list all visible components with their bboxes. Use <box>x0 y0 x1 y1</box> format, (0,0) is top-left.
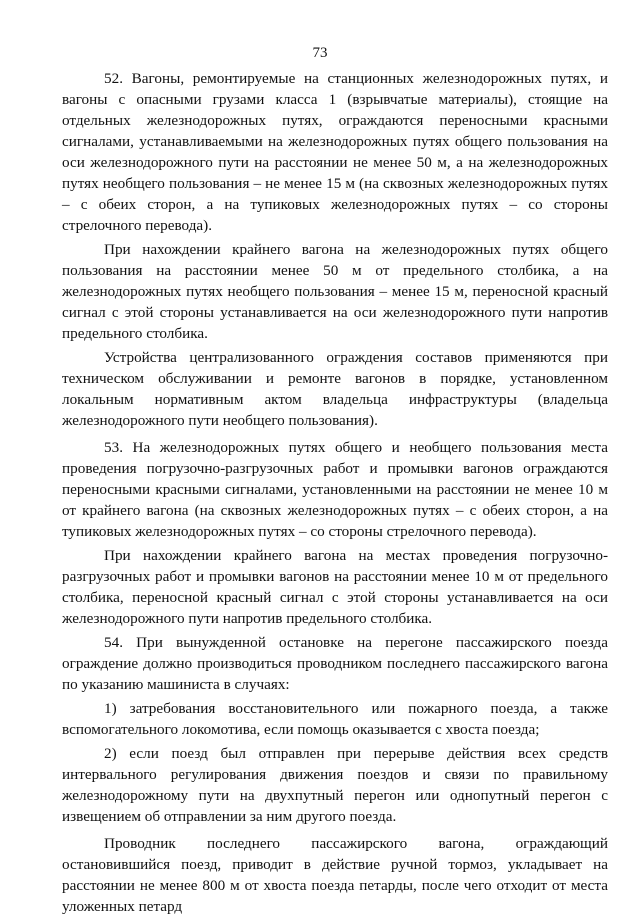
paragraph-54: 54. При вынужденной остановке на перегоне пассажирского поезда ограждение должно производиться проводником последнего пассажирского вагона по указанию машиниста в случаях: <box>62 634 608 693</box>
paragraph-conductor: Проводник последнего пассажирского вагона, ограждающий остановившийся поезд, приводит в действие ручной тормоз, укладывает на расстоянии не менее 800 м от хвоста поезда петарды, после чего отходит от места уложенных петард <box>62 835 608 915</box>
document-body <box>62 68 608 917</box>
paragraph-52-extreme-wagon: При нахождении крайнего вагона на железнодорожных путях общего пользования на расстоянии менее 50 м от предельного столбика, а на железнодорожных путях необщего пользования – менее 15 м, переносной красный сигнал с этой стороны устанавливается на оси железнодорожного пути напротив предельного столбика. <box>62 241 608 342</box>
paragraph-52: 52. Вагоны, ремонтируемые на станционных железнодорожных путях, и вагоны с опасными грузами класса 1 (взрывчатые материалы), стоящие на отдельных железнодорожных путях, ограждаются переносными красными сигналами, устанавливаемыми на железнодорожных путях общего пользования на оси железнодорожного пути на расстоянии не менее 50 м, а на железнодорожных путях необщего пользования – не менее 15 м (на сквозных железнодорожных путях – с обеих сторон, а на тупиковых железнодорожных путях – со стороны стрелочного перевода). <box>62 70 608 234</box>
paragraph-53: 53. На железнодорожных путях общего и необщего пользования места проведения погрузочно-разгрузочных работ и промывки вагонов ограждаются переносными красными сигналами, установленными на расстоянии не менее 10 м от крайнего вагона (на сквозных железнодорожных путях – с обеих сторон, а на тупиковых железнодорожных путях – со стороны стрелочного перевода). <box>62 439 608 540</box>
page-number: 73 <box>312 45 328 61</box>
paragraph-53-extreme-wagon: При нахождении крайнего вагона на местах проведения погрузочно-разгрузочных работ и промывки вагонов на расстоянии менее 10 м от предельного столбика, переносной красный сигнал с этой стороны устанавливается на оси железнодорожного пути напротив предельного столбика. <box>62 547 608 627</box>
list-item-1: 1) затребования восстановительного или пожарного поезда, а также вспомогательного локомотива, если помощь оказывается с хвоста поезда; <box>62 700 608 738</box>
list-item-2: 2) если поезд был отправлен при перерыве действия всех средств интервального регулирования движения поездов и связи по правильному железнодорожному пути на двухпутный перегон или однопутный перегон с извещением об отправлении за ним другого поезда. <box>62 745 608 825</box>
paragraph-52-central-fencing: Устройства централизованного ограждения составов применяются при техническом обслуживании и ремонте вагонов в порядке, установленном локальным нормативным актом владельца инфраструктуры (владельца железнодорожного пути необщего пользования). <box>62 349 608 429</box>
